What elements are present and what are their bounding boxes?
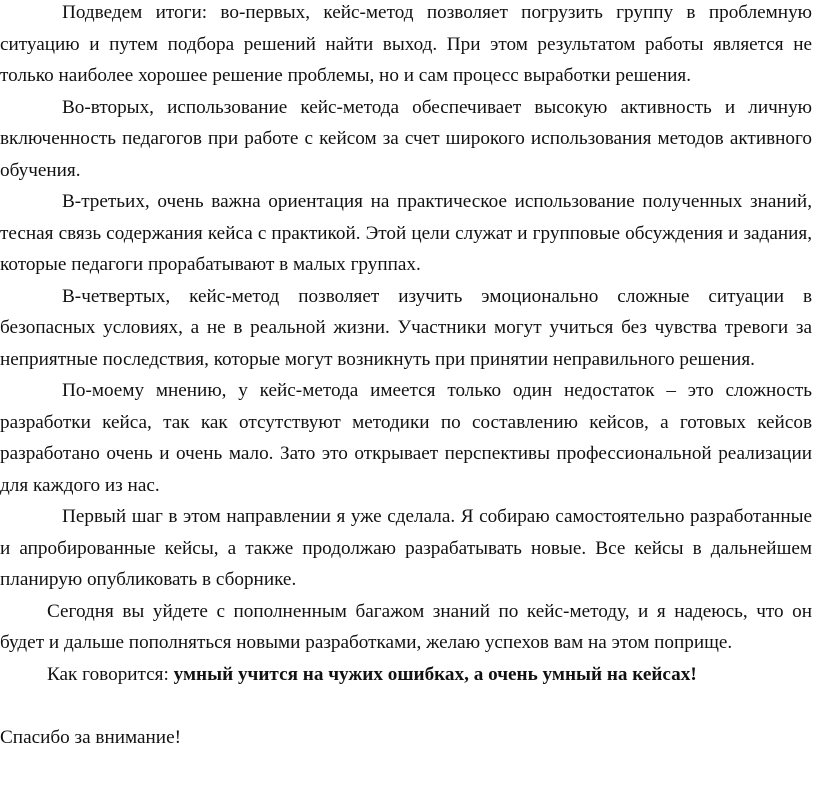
paragraph-drawback: По-моему мнению, у кейс-метода имеется только один недостаток – это сложность разработки кейса, так как отсутствуют методики по составлению кейсов, а готовых кейсов разработано очень и очень мало. Зато это открывает перспективы профессиональной реализации для каждого из нас. (0, 380, 812, 496)
quote-emphasis: умный учится на чужих ошибках, а очень умный на кейсах! (173, 663, 697, 685)
paragraph-first-step: Первый шаг в этом направлении я уже сделала. Я собираю самостоятельно разработанные и апробированные кейсы, а также продолжаю разрабатывать новые. Все кейсы в дальнейшем планирую опубликовать в сборнике. (0, 506, 812, 590)
paragraph-wishes: Сегодня вы уйдете с пополненным багажом знаний по кейс-методу, и я надеюсь, что он будет и дальше пополняться новыми разработками, желаю успехов вам на этом поприще. (0, 600, 812, 653)
blank-line (0, 690, 812, 722)
paragraph-summary: Подведем итоги: во-первых, кейс-метод позволяет погрузить группу в проблемную ситуацию и путем подбора решений найти выход. При этом результатом работы является не только наиболее хорошее решение проблемы, но и сам процесс выработки решения. (0, 2, 812, 86)
paragraph-second-point: Во-вторых, использование кейс-метода обеспечивает высокую активность и личную включенность педагогов при работе с кейсом за счет широкого использования методов активного обучения. (0, 96, 812, 181)
paragraph-quote (0, 659, 812, 691)
paragraph-third-point: В-третьих, очень важна ориентация на практическое использование полученных знаний, тесная связь содержания кейса с практикой. Этой цели служат и групповые обсуждения и задания, которые педагоги прорабатывают в малых группах. (0, 191, 812, 275)
paragraph-fourth-point: В-четвертых, кейс-метод позволяет изучить эмоционально сложные ситуации в безопасных условиях, а не в реальной жизни. Участники могут учиться без чувства тревоги за неприятные последствия, которые могут возникнуть при принятии неправильного решения. (0, 285, 812, 370)
quote-lead: Как говорится: (47, 663, 174, 685)
closing-thanks: Спасибо за внимание! (0, 727, 181, 748)
